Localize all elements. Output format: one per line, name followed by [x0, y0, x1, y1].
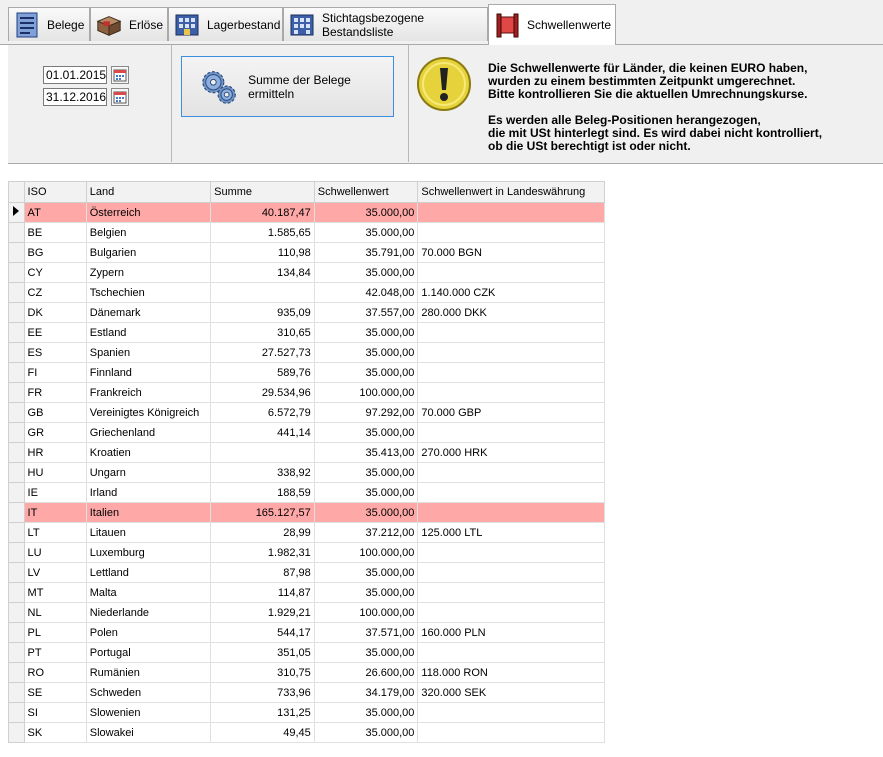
row-indicator[interactable] [9, 343, 25, 363]
sum-documents-button[interactable] [181, 56, 394, 117]
row-indicator[interactable] [9, 483, 25, 503]
row-indicator[interactable] [9, 703, 25, 723]
cell-summe[interactable]: 27.527,73 [211, 343, 315, 363]
cell-iso[interactable]: SI [24, 703, 86, 723]
cell-summe[interactable]: 338,92 [211, 463, 315, 483]
cell-land[interactable]: Irland [86, 483, 210, 503]
row-indicator[interactable] [9, 243, 25, 263]
row-indicator[interactable] [9, 223, 25, 243]
row-indicator[interactable] [9, 543, 25, 563]
table-body [9, 203, 605, 743]
cell-summe[interactable]: 131,25 [211, 703, 315, 723]
warehouse-icon [173, 11, 201, 39]
table-row[interactable] [9, 383, 605, 403]
cell-schwellenwert[interactable]: 100.000,00 [314, 543, 418, 563]
column-header-schwellenwert-landeswaehrung[interactable]: Schwellenwert in Landeswährung [418, 182, 605, 203]
table-row[interactable] [9, 683, 605, 703]
row-indicator[interactable] [9, 443, 25, 463]
table-row[interactable] [9, 323, 605, 343]
cell-iso[interactable]: GR [24, 423, 86, 443]
cell-land[interactable]: Bulgarien [86, 243, 210, 263]
cell-land[interactable]: Finnland [86, 363, 210, 383]
cell-land[interactable]: Spanien [86, 343, 210, 363]
column-header-schwellenwert[interactable]: Schwellenwert [314, 182, 418, 203]
cell-landeswaehrung[interactable]: 125.000 LTL [418, 523, 605, 543]
cell-land[interactable]: Vereinigtes Königreich [86, 403, 210, 423]
threshold-icon [493, 11, 521, 39]
cell-iso[interactable]: HR [24, 443, 86, 463]
cell-schwellenwert[interactable]: 100.000,00 [314, 383, 418, 403]
table-row[interactable] [9, 523, 605, 543]
table-row[interactable] [9, 283, 605, 303]
cell-land[interactable]: Schweden [86, 683, 210, 703]
cell-schwellenwert[interactable]: 35.000,00 [314, 363, 418, 383]
cell-landeswaehrung[interactable]: 160.000 PLN [418, 623, 605, 643]
cell-schwellenwert[interactable]: 97.292,00 [314, 403, 418, 423]
cell-landeswaehrung[interactable] [418, 203, 605, 223]
cell-land[interactable]: Zypern [86, 263, 210, 283]
table-row[interactable] [9, 443, 605, 463]
cell-schwellenwert[interactable]: 35.000,00 [314, 223, 418, 243]
cell-schwellenwert[interactable]: 100.000,00 [314, 603, 418, 623]
cell-landeswaehrung[interactable]: 70.000 BGN [418, 243, 605, 263]
table-row[interactable] [9, 203, 605, 223]
cell-schwellenwert[interactable]: 37.212,00 [314, 523, 418, 543]
cell-schwellenwert[interactable]: 35.000,00 [314, 583, 418, 603]
cell-summe[interactable]: 110,98 [211, 243, 315, 263]
table-row[interactable] [9, 643, 605, 663]
cell-iso[interactable]: SK [24, 723, 86, 743]
cell-schwellenwert[interactable]: 37.571,00 [314, 623, 418, 643]
cell-landeswaehrung[interactable]: 280.000 DKK [418, 303, 605, 323]
cell-landeswaehrung[interactable] [418, 323, 605, 343]
cell-land[interactable]: Malta [86, 583, 210, 603]
cell-iso[interactable]: HU [24, 463, 86, 483]
action-panel [172, 45, 409, 162]
cell-iso[interactable]: FI [24, 363, 86, 383]
cell-land[interactable]: Dänemark [86, 303, 210, 323]
tab-schwellenwerte[interactable] [488, 4, 616, 45]
table-row[interactable] [9, 303, 605, 323]
row-indicator[interactable] [9, 583, 25, 603]
cell-iso[interactable]: RO [24, 663, 86, 683]
cell-land[interactable]: Niederlande [86, 603, 210, 623]
cell-landeswaehrung[interactable] [418, 343, 605, 363]
cell-iso[interactable]: IE [24, 483, 86, 503]
cell-summe[interactable]: 733,96 [211, 683, 315, 703]
calendar-icon [112, 89, 128, 105]
cell-land[interactable]: Lettland [86, 563, 210, 583]
cell-land[interactable]: Griechenland [86, 423, 210, 443]
table-row[interactable] [9, 703, 605, 723]
cell-landeswaehrung[interactable] [418, 503, 605, 523]
cell-landeswaehrung[interactable] [418, 383, 605, 403]
tab-label: Erlöse [129, 17, 164, 32]
cell-landeswaehrung[interactable]: 320.000 SEK [418, 683, 605, 703]
cell-land[interactable]: Slowenien [86, 703, 210, 723]
tab-bar [0, 0, 883, 45]
cell-iso[interactable]: SE [24, 683, 86, 703]
cell-iso[interactable]: MT [24, 583, 86, 603]
date-from-field[interactable]: 01.01.2015 [43, 66, 107, 84]
cell-land[interactable]: Tschechien [86, 283, 210, 303]
row-indicator[interactable] [9, 303, 25, 323]
date-range-panel [8, 45, 172, 162]
tab-label: Schwellenwerte [527, 18, 612, 32]
cell-land[interactable]: Estland [86, 323, 210, 343]
table-row[interactable] [9, 243, 605, 263]
cell-summe[interactable]: 134,84 [211, 263, 315, 283]
cell-iso[interactable]: IT [24, 503, 86, 523]
tab-lagerbestand[interactable] [168, 7, 283, 41]
cell-land[interactable]: Belgien [86, 223, 210, 243]
cell-schwellenwert[interactable]: 37.557,00 [314, 303, 418, 323]
cell-schwellenwert[interactable]: 35.000,00 [314, 503, 418, 523]
cell-summe[interactable]: 40.187,47 [211, 203, 315, 223]
cell-landeswaehrung[interactable] [418, 463, 605, 483]
calendar-icon [112, 67, 128, 83]
table-row[interactable] [9, 663, 605, 683]
cell-schwellenwert[interactable]: 35.000,00 [314, 563, 418, 583]
table-row[interactable] [9, 463, 605, 483]
cell-land[interactable]: Kroatien [86, 443, 210, 463]
cell-summe[interactable]: 1.929,21 [211, 603, 315, 623]
cell-summe[interactable]: 441,14 [211, 423, 315, 443]
table-row[interactable] [9, 543, 605, 563]
cell-summe[interactable]: 188,59 [211, 483, 315, 503]
cell-landeswaehrung[interactable] [418, 703, 605, 723]
row-indicator[interactable] [9, 643, 25, 663]
row-indicator[interactable] [9, 323, 25, 343]
row-indicator-header [9, 182, 25, 203]
cell-schwellenwert[interactable]: 35.000,00 [314, 343, 418, 363]
warning-icon [415, 55, 473, 113]
tab-erloese[interactable] [90, 7, 168, 41]
cell-land[interactable]: Luxemburg [86, 543, 210, 563]
row-indicator[interactable] [9, 523, 25, 543]
cell-schwellenwert[interactable]: 35.000,00 [314, 423, 418, 443]
cell-iso[interactable]: LV [24, 563, 86, 583]
cell-landeswaehrung[interactable]: 118.000 RON [418, 663, 605, 683]
cell-iso[interactable]: BE [24, 223, 86, 243]
row-indicator[interactable] [9, 603, 25, 623]
cell-landeswaehrung[interactable] [418, 543, 605, 563]
tab-label: Stichtagsbezogene Bestandsliste [322, 10, 425, 39]
cell-land[interactable]: Österreich [86, 203, 210, 223]
cell-iso[interactable]: PT [24, 643, 86, 663]
gears-icon [200, 67, 238, 107]
column-header-summe[interactable]: Summe [211, 182, 315, 203]
row-indicator[interactable] [9, 283, 25, 303]
cell-iso[interactable]: AT [24, 203, 86, 223]
table-row[interactable] [9, 603, 605, 623]
cell-summe[interactable]: 310,65 [211, 323, 315, 343]
cell-land[interactable]: Ungarn [86, 463, 210, 483]
calendar-from-button[interactable] [111, 66, 129, 84]
cell-summe[interactable]: 1.585,65 [211, 223, 315, 243]
cell-schwellenwert[interactable]: 35.000,00 [314, 703, 418, 723]
row-indicator[interactable] [9, 423, 25, 443]
cell-summe[interactable]: 351,05 [211, 643, 315, 663]
cell-land[interactable]: Slowakei [86, 723, 210, 743]
cell-landeswaehrung[interactable] [418, 563, 605, 583]
table-row[interactable] [9, 563, 605, 583]
row-indicator[interactable] [9, 503, 25, 523]
cell-land[interactable]: Frankreich [86, 383, 210, 403]
cell-schwellenwert[interactable]: 42.048,00 [314, 283, 418, 303]
cell-land[interactable]: Polen [86, 623, 210, 643]
tab-belege[interactable] [8, 7, 90, 41]
cell-schwellenwert[interactable]: 35.413,00 [314, 443, 418, 463]
cell-schwellenwert[interactable]: 34.179,00 [314, 683, 418, 703]
cell-landeswaehrung[interactable] [418, 263, 605, 283]
row-indicator[interactable] [9, 203, 25, 223]
cell-summe[interactable]: 87,98 [211, 563, 315, 583]
cell-iso[interactable]: LT [24, 523, 86, 543]
cell-landeswaehrung[interactable] [418, 223, 605, 243]
cell-iso[interactable]: CZ [24, 283, 86, 303]
cell-iso[interactable]: PL [24, 623, 86, 643]
cell-landeswaehrung[interactable] [418, 603, 605, 623]
cell-landeswaehrung[interactable]: 70.000 GBP [418, 403, 605, 423]
cell-land[interactable]: Litauen [86, 523, 210, 543]
cell-landeswaehrung[interactable] [418, 423, 605, 443]
building-icon [288, 11, 316, 39]
cell-schwellenwert[interactable]: 35.000,00 [314, 483, 418, 503]
cell-iso[interactable]: ES [24, 343, 86, 363]
cell-land[interactable]: Italien [86, 503, 210, 523]
box-icon [95, 11, 123, 39]
row-indicator[interactable] [9, 663, 25, 683]
cell-summe[interactable]: 114,87 [211, 583, 315, 603]
document-icon [13, 11, 41, 39]
cell-iso[interactable]: EE [24, 323, 86, 343]
cell-schwellenwert[interactable]: 35.000,00 [314, 323, 418, 343]
cell-landeswaehrung[interactable]: 270.000 HRK [418, 443, 605, 463]
cell-schwellenwert[interactable]: 35.791,00 [314, 243, 418, 263]
row-selector-icon [13, 206, 19, 216]
cell-summe[interactable]: 544,17 [211, 623, 315, 643]
cell-schwellenwert[interactable]: 35.000,00 [314, 463, 418, 483]
row-indicator[interactable] [9, 363, 25, 383]
cell-iso[interactable]: GB [24, 403, 86, 423]
cell-summe[interactable]: 6.572,79 [211, 403, 315, 423]
table-row[interactable] [9, 623, 605, 643]
cell-land[interactable]: Rumänien [86, 663, 210, 683]
cell-iso[interactable]: BG [24, 243, 86, 263]
cell-landeswaehrung[interactable] [418, 643, 605, 663]
table-row[interactable] [9, 503, 605, 523]
row-indicator[interactable] [9, 563, 25, 583]
table-row[interactable] [9, 223, 605, 243]
row-indicator[interactable] [9, 263, 25, 283]
cell-iso[interactable]: DK [24, 303, 86, 323]
calendar-to-button[interactable] [111, 88, 129, 106]
row-indicator[interactable] [9, 463, 25, 483]
table-row[interactable] [9, 343, 605, 363]
table-row[interactable] [9, 483, 605, 503]
cell-summe[interactable] [211, 283, 315, 303]
cell-landeswaehrung[interactable] [418, 483, 605, 503]
cell-summe[interactable]: 28,99 [211, 523, 315, 543]
table-row[interactable] [9, 363, 605, 383]
tab-label: Belege [47, 17, 85, 32]
cell-landeswaehrung[interactable] [418, 723, 605, 743]
table-header [9, 182, 605, 203]
row-indicator[interactable] [9, 723, 25, 743]
cell-land[interactable]: Portugal [86, 643, 210, 663]
cell-summe[interactable]: 935,09 [211, 303, 315, 323]
threshold-table [8, 181, 605, 743]
column-header-land[interactable]: Land [86, 182, 210, 203]
table-row[interactable] [9, 263, 605, 283]
cell-landeswaehrung[interactable] [418, 363, 605, 383]
filter-panel [8, 45, 883, 164]
column-header-iso[interactable]: ISO [24, 182, 86, 203]
table-row[interactable] [9, 403, 605, 423]
cell-summe[interactable]: 589,76 [211, 363, 315, 383]
cell-summe[interactable]: 29.534,96 [211, 383, 315, 403]
row-indicator[interactable] [9, 683, 25, 703]
table-row[interactable] [9, 723, 605, 743]
tab-label: Lagerbestand [207, 17, 281, 32]
table-row[interactable] [9, 583, 605, 603]
tab-stichtag-bestandsliste[interactable] [283, 7, 488, 41]
cell-landeswaehrung[interactable] [418, 583, 605, 603]
cell-summe[interactable] [211, 443, 315, 463]
cell-schwellenwert[interactable]: 26.600,00 [314, 663, 418, 683]
date-to-field[interactable]: 31.12.2016 [43, 88, 107, 106]
cell-landeswaehrung[interactable]: 1.140.000 CZK [418, 283, 605, 303]
table-row[interactable] [9, 423, 605, 443]
row-indicator[interactable] [9, 383, 25, 403]
cell-iso[interactable]: LU [24, 543, 86, 563]
cell-summe[interactable]: 1.982,31 [211, 543, 315, 563]
cell-iso[interactable]: FR [24, 383, 86, 403]
cell-summe[interactable]: 49,45 [211, 723, 315, 743]
cell-schwellenwert[interactable]: 35.000,00 [314, 203, 418, 223]
cell-iso[interactable]: NL [24, 603, 86, 623]
cell-summe[interactable]: 165.127,57 [211, 503, 315, 523]
cell-schwellenwert[interactable]: 35.000,00 [314, 643, 418, 663]
cell-schwellenwert[interactable]: 35.000,00 [314, 263, 418, 283]
cell-summe[interactable]: 310,75 [211, 663, 315, 683]
row-indicator[interactable] [9, 403, 25, 423]
row-indicator[interactable] [9, 623, 25, 643]
sum-button-label: Summe der Belege ermitteln [248, 72, 351, 101]
cell-iso[interactable]: CY [24, 263, 86, 283]
cell-schwellenwert[interactable]: 35.000,00 [314, 723, 418, 743]
notice-text: Die Schwellenwerte für Länder, die keinen EURO haben, wurden zu einem bestimmten Zeitpunkt umgerechnet. Bitte kontrollieren Sie die aktuellen Umrechnungskurse. Es werden alle Beleg-Positionen herangezogen, die mit USt hinterlegt sind. Es wird dabei nicht kontrolliert, ob die USt berechtigt ist oder nicht. [488, 61, 823, 153]
